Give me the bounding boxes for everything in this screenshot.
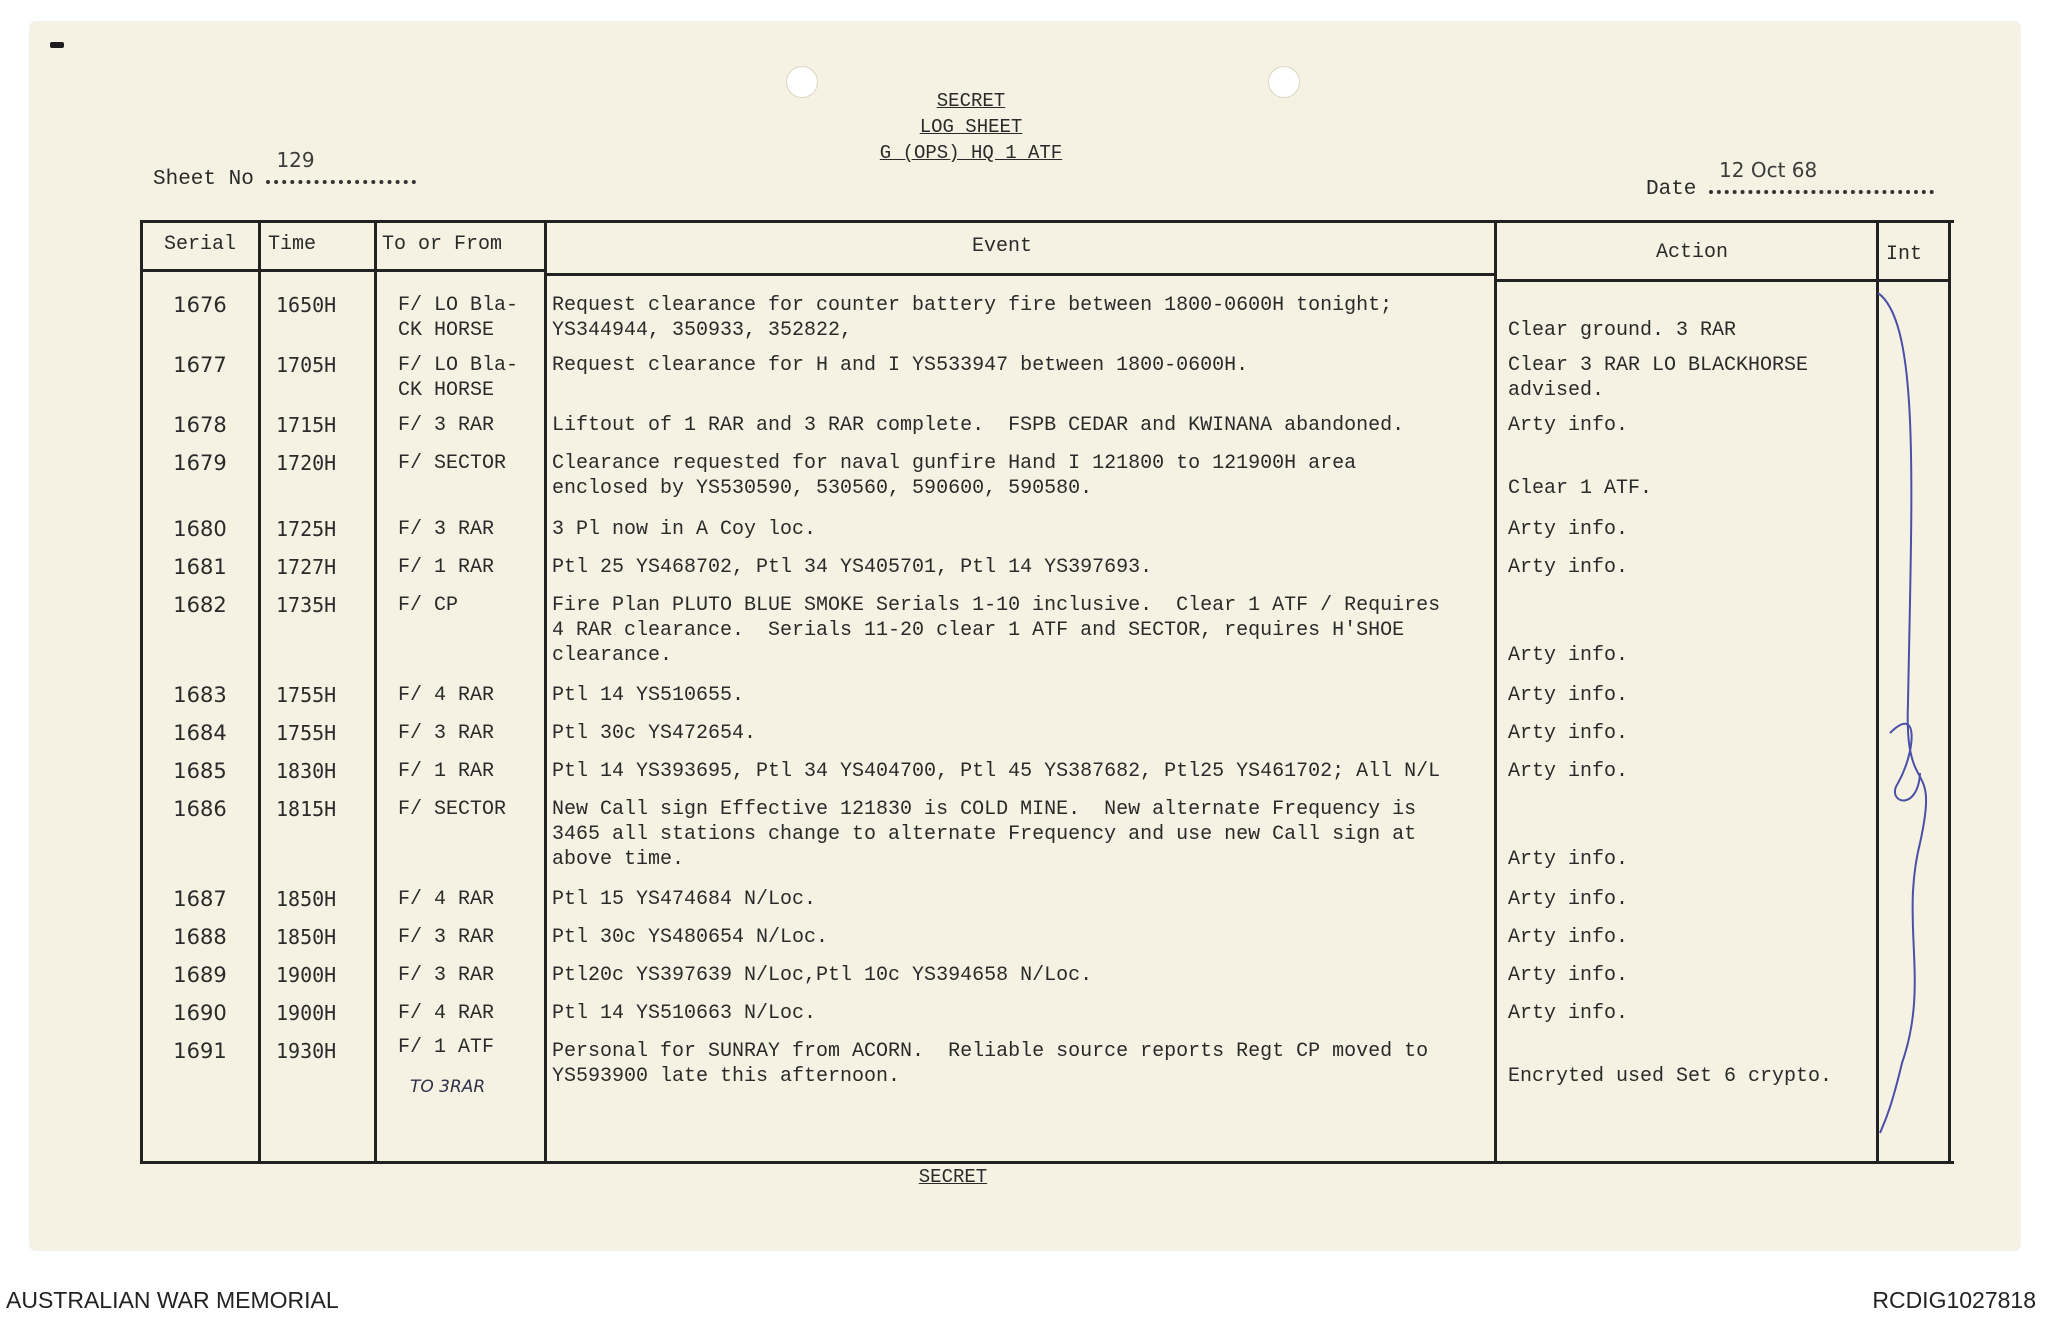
record-id: RCDIG1027818 <box>1872 1287 2036 1313</box>
header-action: Action <box>1656 241 1729 264</box>
header-event: Event <box>972 235 1033 258</box>
column-divider <box>374 223 377 1161</box>
cell-action: Arty info. <box>1508 964 1629 987</box>
cell-serial: 1691 <box>173 1039 227 1063</box>
cell-to-from: F/ 3 RAR <box>398 722 495 745</box>
cell-action: Arty info. <box>1508 556 1629 579</box>
cell-to-from: F/ 3 RAR <box>398 518 495 541</box>
cell-event: Ptl 25 YS468702, Ptl 34 YS405701, Ptl 14 YS397693. <box>552 556 1153 579</box>
cell-serial: 1688 <box>173 925 227 949</box>
cell-to-from: F/ 4 RAR <box>398 1002 495 1025</box>
date-value: 12 Oct 68 <box>1719 158 1818 182</box>
cell-action: Clear 3 RAR LO BLACKHORSE advised. <box>1508 354 1809 402</box>
sheet-number: 129 <box>276 148 315 172</box>
cell-serial: 1679 <box>173 451 227 475</box>
cell-to-from: F/ 1 RAR <box>398 556 495 579</box>
cell-action: Arty info. <box>1508 684 1629 707</box>
cell-serial: 1686 <box>173 797 227 821</box>
column-divider <box>544 223 547 1161</box>
cell-time: 1900H <box>276 1001 337 1025</box>
cell-time: 1720H <box>276 451 337 475</box>
log-sheet-title: LOG SHEET <box>919 116 1023 138</box>
cell-event: New Call sign Effective 121830 is COLD MINE. New alternate Frequency is 3465 all stations change to alternate Frequency and use new Call sign at above time. <box>552 798 1417 871</box>
cell-event: Personal for SUNRAY from ACORN. Reliable source reports Regt CP moved to YS593900 late this afternoon. <box>552 1040 1429 1088</box>
cell-time: 1705H <box>276 353 337 377</box>
column-divider <box>258 223 261 1161</box>
cell-serial: 1676 <box>173 293 227 317</box>
cell-action: Arty info. <box>1508 1002 1629 1025</box>
cell-time: 1830H <box>276 759 337 783</box>
cell-time: 1650H <box>276 293 337 317</box>
cell-time: 1930H <box>276 1039 337 1063</box>
cell-serial: 1690 <box>173 1001 227 1025</box>
cell-serial: 1680 <box>173 517 227 541</box>
cell-event: Ptl 14 YS510655. <box>552 684 745 707</box>
header-rule <box>140 269 544 272</box>
sheet-label: Sheet No <box>153 168 254 191</box>
classification-bottom: SECRET <box>918 1166 988 1188</box>
corner-mark <box>50 42 64 48</box>
cell-to-from: F/ SECTOR <box>398 452 507 475</box>
table-border-right <box>1948 223 1951 1161</box>
cell-serial: 1684 <box>173 721 227 745</box>
cell-action: Clear ground. 3 RAR <box>1508 319 1737 342</box>
cell-time: 1727H <box>276 555 337 579</box>
cell-event: 3 Pl now in A Coy loc. <box>552 518 817 541</box>
date-label: Date <box>1646 178 1697 201</box>
cell-to-from: F/ 3 RAR <box>398 926 495 949</box>
cell-event: Ptl20c YS397639 N/Loc,Ptl 10c YS394658 N/Loc. <box>552 964 1093 987</box>
cell-to-from: F/ 4 RAR <box>398 684 495 707</box>
cell-action: Arty info. <box>1508 848 1629 871</box>
cell-event: Ptl 14 YS393695, Ptl 34 YS404700, Ptl 45 YS387682, Ptl25 YS461702; All N/L <box>552 760 1441 783</box>
cell-event: Clearance requested for naval gunfire Hand I 121800 to 121900H area enclosed by YS530590, 530560, 590600, 590580. <box>552 452 1357 500</box>
cell-action: Arty info. <box>1508 518 1629 541</box>
cell-action: Arty info. <box>1508 926 1629 949</box>
cell-time: 1755H <box>276 683 337 707</box>
cell-event: Liftout of 1 RAR and 3 RAR complete. FSPB CEDAR and KWINANA abandoned. <box>552 414 1405 437</box>
header-to-from: To or From <box>382 233 503 256</box>
cell-to-from: F/ 1 RAR <box>398 760 495 783</box>
column-divider <box>1494 223 1497 1161</box>
cell-event: Ptl 30c YS472654. <box>552 722 757 745</box>
cell-action: Encryted used Set 6 crypto. <box>1508 1065 1833 1088</box>
cell-event: Request clearance for H and I YS533947 between 1800-0600H. <box>552 354 1249 377</box>
cell-action: Arty info. <box>1508 760 1629 783</box>
cell-time: 1725H <box>276 517 337 541</box>
cell-event: Ptl 30c YS480654 N/Loc. <box>552 926 829 949</box>
cell-serial: 1678 <box>173 413 227 437</box>
cell-time: 1735H <box>276 593 337 617</box>
cell-action: Clear 1 ATF. <box>1508 477 1653 500</box>
header-time: Time <box>268 233 317 256</box>
cell-serial: 1689 <box>173 963 227 987</box>
cell-to-from: F/ 1 ATF <box>398 1036 495 1059</box>
cell-time: 1850H <box>276 925 337 949</box>
header-serial: Serial <box>164 233 237 256</box>
cell-serial: 1681 <box>173 555 227 579</box>
sheet-number-field <box>153 148 416 191</box>
cell-event: Ptl 14 YS510663 N/Loc. <box>552 1002 817 1025</box>
handwritten-note: TO 3RAR <box>410 1077 486 1097</box>
cell-to-from: F/ 4 RAR <box>398 888 495 911</box>
cell-time: 1900H <box>276 963 337 987</box>
cell-serial: 1682 <box>173 593 227 617</box>
table-border-left <box>140 223 143 1161</box>
unit-title: G (OPS) HQ 1 ATF <box>879 142 1063 164</box>
cell-event: Request clearance for counter battery fire between 1800-0600H tonight; YS344944, 350933, 352822, <box>552 294 1393 342</box>
cell-to-from: F/ SECTOR <box>398 798 507 821</box>
date-field <box>1646 158 1934 201</box>
header-rule <box>1494 279 1951 282</box>
cell-action: Arty info. <box>1508 888 1629 911</box>
cell-serial: 1687 <box>173 887 227 911</box>
cell-time: 1850H <box>276 887 337 911</box>
cell-event: Ptl 15 YS474684 N/Loc. <box>552 888 817 911</box>
cell-serial: 1677 <box>173 353 227 377</box>
cell-to-from: F/ 3 RAR <box>398 964 495 987</box>
archive-label: AUSTRALIAN WAR MEMORIAL <box>6 1287 339 1313</box>
pen-line-mark <box>1860 283 1950 1143</box>
sheet-number-line <box>266 148 416 184</box>
header-int: Int <box>1886 243 1923 266</box>
cell-time: 1715H <box>276 413 337 437</box>
cell-action: Arty info. <box>1508 722 1629 745</box>
cell-serial: 1685 <box>173 759 227 783</box>
cell-action: Arty info. <box>1508 414 1629 437</box>
cell-to-from: F/ LO Bla- CK HORSE <box>398 294 519 342</box>
cell-to-from: F/ 3 RAR <box>398 414 495 437</box>
cell-event: Fire Plan PLUTO BLUE SMOKE Serials 1-10 inclusive. Clear 1 ATF / Requires 4 RAR clearance. Serials 11-20 clear 1 ATF and SECTOR, requires H'SHOE clearance. <box>552 594 1441 667</box>
cell-action: Arty info. <box>1508 644 1629 667</box>
header-rule <box>544 273 1494 276</box>
cell-time: 1755H <box>276 721 337 745</box>
column-divider <box>1876 223 1879 1161</box>
log-table <box>140 220 1954 1164</box>
cell-serial: 1683 <box>173 683 227 707</box>
cell-time: 1815H <box>276 797 337 821</box>
classification-top: SECRET <box>936 90 1006 112</box>
cell-to-from: F/ CP <box>398 594 459 617</box>
cell-to-from: F/ LO Bla- CK HORSE <box>398 354 519 402</box>
date-line <box>1709 158 1934 194</box>
